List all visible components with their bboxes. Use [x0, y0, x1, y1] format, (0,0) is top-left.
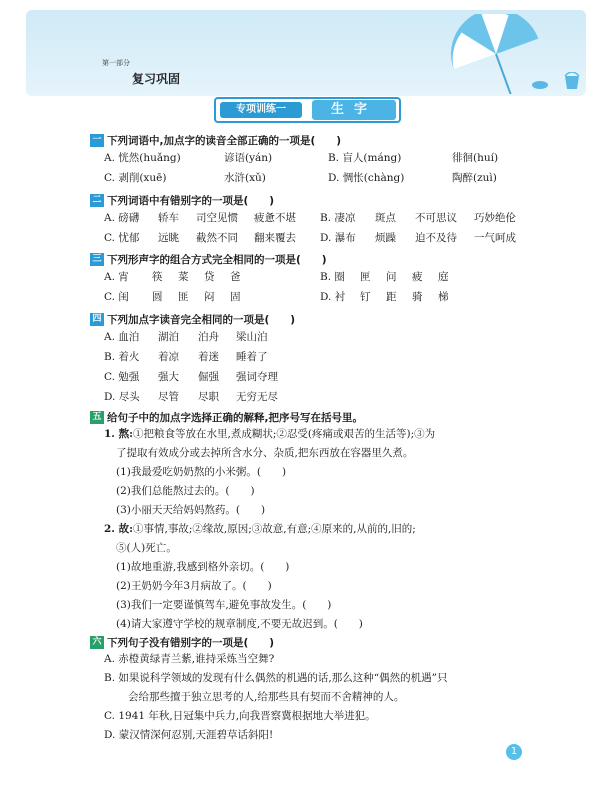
option-row	[90, 208, 570, 228]
option: 着迷	[198, 351, 219, 363]
option-row	[90, 387, 570, 407]
option: A. 恍然(huǎng)	[104, 152, 181, 164]
definition-text: ①事情,事故;②缘故,原因;③故意,有意;④原来的,从前的,旧的;	[133, 523, 416, 535]
question-3	[90, 251, 570, 307]
option: D. 惆怅(chàng)	[328, 172, 405, 184]
option: 圆	[152, 291, 163, 303]
option: 谚语(yán)	[224, 152, 273, 164]
question-number: 一	[90, 134, 104, 147]
stem-text: 给句子中的加点字选择正确的解释,把序号写在括号里。	[107, 411, 363, 424]
option: A. 血泊	[104, 331, 140, 343]
section-label: 复习巩固	[132, 72, 181, 86]
option: B. 盲人(máng)	[328, 152, 402, 164]
option: A. 赤橙黄绿青兰紫,谁持采炼当空舞?	[104, 653, 275, 665]
option: 翻来覆去	[254, 232, 296, 244]
question-4	[90, 311, 570, 407]
question-stem	[90, 409, 570, 425]
stem-text: 下列词语中,加点字的读音全部正确的一项是( )	[107, 134, 342, 147]
option: D. 衬	[320, 291, 346, 303]
option-row	[90, 367, 570, 387]
question-stem	[90, 634, 570, 650]
option: 闷	[204, 291, 215, 303]
option: D. 瀑布	[320, 232, 356, 244]
option: B. 圈	[320, 271, 345, 283]
option-row	[90, 228, 570, 248]
item-label: 2. 故:	[104, 523, 133, 535]
option: 庭	[438, 271, 449, 283]
definition-line	[90, 520, 570, 539]
option: C. 忧郁	[104, 232, 140, 244]
option: 湖泊	[158, 331, 179, 343]
option: 司空见惯	[196, 212, 238, 224]
option: 一气呵成	[474, 232, 516, 244]
question-number: 三	[90, 253, 104, 266]
flip-flop-icon	[531, 78, 549, 92]
option-row	[90, 347, 570, 367]
option: 烦躁	[375, 232, 396, 244]
option: B. 凄凉	[320, 212, 356, 224]
sentence: (1)故地重游,我感到格外亲切。( )	[116, 561, 290, 573]
option-row	[90, 267, 570, 287]
option: 尽职	[198, 391, 219, 403]
option: D. 尽头	[104, 391, 140, 403]
option: 巧妙绝伦	[474, 212, 516, 224]
option: D. 蒙汉情深何忍别,天涯碧草话斜阳!	[104, 729, 274, 741]
option: 爸	[230, 271, 241, 283]
option: C. 勉强	[104, 371, 140, 383]
training-tab: 专项训练一	[220, 102, 302, 118]
option: 尽管	[158, 391, 179, 403]
option: 徘徊(huí)	[452, 152, 499, 164]
option-row	[90, 287, 570, 307]
option: 钉	[360, 291, 371, 303]
option: 斑点	[375, 212, 396, 224]
option-row	[90, 327, 570, 347]
stem-text: 下列句子没有错别字的一项是( )	[107, 636, 275, 649]
option: 贷	[204, 271, 215, 283]
option: 疲	[412, 271, 423, 283]
question-stem	[90, 132, 570, 148]
sentence: (1)我最爱吃奶奶熬的小米粥。( )	[116, 466, 287, 478]
option: A. 宵	[104, 271, 129, 283]
option: 匪	[178, 291, 189, 303]
stem-text: 下列加点字读音完全相同的一项是( )	[107, 313, 296, 326]
definition-line	[90, 425, 570, 444]
option-row	[90, 148, 570, 168]
option: B. 如果说科学领域的发现有什么偶然的机遇的话,那么这种“偶然的机遇”只	[104, 672, 448, 684]
definition-line: 了提取有效成分或去掉所含水分、杂质,把东西放在容器里久煮。	[116, 447, 414, 459]
definition-text: ①把粮食等放在水里,煮成糊状;②忍受(疼痛或艰苦的生活等);③为	[133, 428, 436, 440]
question-1	[90, 132, 570, 188]
option: 梁山泊	[236, 331, 268, 343]
part-label: 第一部分	[102, 59, 130, 67]
option: 无穷无尽	[236, 391, 278, 403]
option: 菜	[178, 271, 189, 283]
page-number: 1	[506, 744, 522, 760]
option: 轿车	[158, 212, 179, 224]
option: 强大	[158, 371, 179, 383]
bucket-icon	[562, 72, 582, 90]
option: 远眺	[158, 232, 179, 244]
option: C. 1941 年秋,日冠集中兵力,向我晋察冀根据地大举进犯。	[104, 710, 376, 722]
question-5	[90, 409, 570, 634]
stem-text: 下列词语中有错别字的一项是( )	[107, 194, 275, 207]
option: 强词夺理	[236, 371, 278, 383]
option: 筷	[152, 271, 163, 283]
option: 水浒(xǔ)	[224, 172, 266, 184]
question-number: 二	[90, 194, 104, 207]
option: 匣	[360, 271, 371, 283]
option: C. 闺	[104, 291, 129, 303]
option: 梯	[438, 291, 449, 303]
option: 着凉	[158, 351, 179, 363]
option: 倔强	[198, 371, 219, 383]
question-stem	[90, 192, 570, 208]
question-number: 六	[90, 636, 104, 649]
question-2	[90, 192, 570, 248]
option: 固	[230, 291, 241, 303]
question-6	[90, 634, 570, 745]
option: B. 着火	[104, 351, 140, 363]
item-label: 1. 熬:	[104, 428, 133, 440]
option: 陶醉(zuì)	[452, 172, 497, 184]
definition-line: ⑤(人)死亡。	[116, 542, 177, 554]
option: C. 剥削(xuē)	[104, 172, 167, 184]
option: 距	[386, 291, 397, 303]
option: 疲惫不堪	[254, 212, 296, 224]
page-header	[26, 10, 586, 96]
option: 截然不同	[196, 232, 238, 244]
sentence: (3)小丽天天给妈妈熬药。( )	[116, 504, 266, 516]
sentence: (2)王奶奶今年3月病故了。( )	[116, 580, 272, 592]
question-number: 五	[90, 411, 104, 424]
option-continued: 会给那些擅于独立思考的人,给那些具有契而不舍精神的人。	[128, 691, 405, 703]
sentence: (4)请大家遵守学校的规章制度,不要无故迟到。( )	[116, 618, 363, 630]
option-row	[90, 168, 570, 188]
question-stem	[90, 251, 570, 267]
option: 泊舟	[198, 331, 219, 343]
option: A. 磅礴	[104, 212, 140, 224]
option: 骑	[412, 291, 423, 303]
option: 问	[386, 271, 397, 283]
subject-title: 生字	[312, 100, 396, 120]
stem-text: 下列形声字的组合方式完全相同的一项是( )	[107, 253, 327, 266]
sentence: (3)我们一定要谨慎驾车,避免事故发生。( )	[116, 599, 332, 611]
question-number: 四	[90, 313, 104, 326]
option: 不可思议	[415, 212, 457, 224]
section-title-bar	[214, 97, 401, 123]
option: 迫不及待	[415, 232, 457, 244]
sentence: (2)我们总能熬过去的。( )	[116, 485, 255, 497]
question-stem	[90, 311, 570, 327]
option: 睡着了	[236, 351, 268, 363]
